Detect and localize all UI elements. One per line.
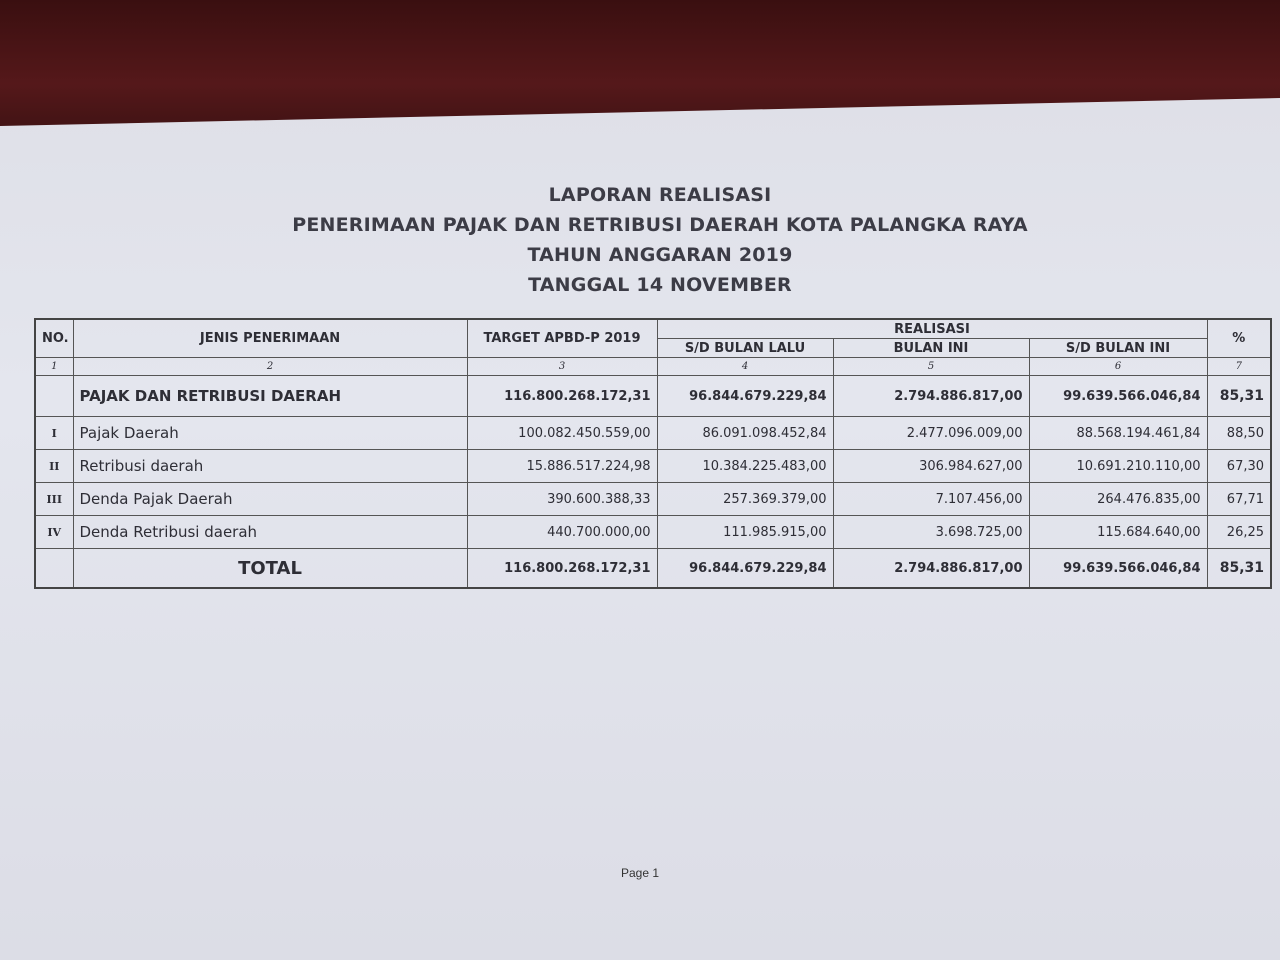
- row-sd-bulan-lalu: 257.369.379,00: [657, 483, 833, 516]
- row-bulan-ini: 2.794.886.817,00: [833, 376, 1029, 417]
- header-target: TARGET APBD-P 2019: [467, 319, 657, 358]
- table-row: [35, 450, 1271, 483]
- row-no: [35, 376, 73, 417]
- column-number: 6: [1029, 358, 1207, 376]
- table-header-row-1: [35, 319, 1271, 339]
- row-no: I: [35, 417, 73, 450]
- row-sd-bulan-ini: 115.684.640,00: [1029, 516, 1207, 549]
- table-row-total: [35, 549, 1271, 589]
- column-number: 4: [657, 358, 833, 376]
- row-sd-bulan-ini: 10.691.210.110,00: [1029, 450, 1207, 483]
- report-title-line-1: LAPORAN REALISASI: [548, 184, 772, 206]
- row-percent: 26,25: [1207, 516, 1271, 549]
- header-percent: %: [1207, 319, 1271, 358]
- header-jenis-penerimaan: JENIS PENERIMAAN: [73, 319, 467, 358]
- row-sd-bulan-lalu: 10.384.225.483,00: [657, 450, 833, 483]
- header-realisasi: REALISASI: [657, 319, 1207, 339]
- row-sd-bulan-ini: 99.639.566.046,84: [1029, 376, 1207, 417]
- row-name: Denda Retribusi daerah: [73, 516, 467, 549]
- row-sd-bulan-lalu: 96.844.679.229,84: [657, 376, 833, 417]
- report-title-line-4: TANGGAL 14 NOVEMBER: [528, 274, 792, 296]
- report-title-line-2: PENERIMAAN PAJAK DAN RETRIBUSI DAERAH KOTA PALANGKA RAYA: [292, 214, 1028, 236]
- row-no: III: [35, 483, 73, 516]
- row-percent: 67,71: [1207, 483, 1271, 516]
- total-no-cell: [35, 549, 73, 589]
- row-bulan-ini: 7.107.456,00: [833, 483, 1029, 516]
- header-bulan-ini: BULAN INI: [833, 339, 1029, 358]
- column-number: 2: [73, 358, 467, 376]
- header-sd-bulan-lalu: S/D BULAN LALU: [657, 339, 833, 358]
- report-title-line-3: TAHUN ANGGARAN 2019: [527, 244, 793, 266]
- table-row-summary: [35, 376, 1271, 417]
- row-name: PAJAK DAN RETRIBUSI DAERAH: [73, 376, 467, 417]
- row-no: II: [35, 450, 73, 483]
- header-no: NO.: [35, 319, 73, 358]
- realization-table: [34, 318, 1272, 589]
- page-number: Page 1: [620, 866, 660, 880]
- column-number: 5: [833, 358, 1029, 376]
- row-bulan-ini: 3.698.725,00: [833, 516, 1029, 549]
- header-sd-bulan-ini: S/D BULAN INI: [1029, 339, 1207, 358]
- row-name: Pajak Daerah: [73, 417, 467, 450]
- row-target: 100.082.450.559,00: [467, 417, 657, 450]
- total-percent: 85,31: [1207, 549, 1271, 589]
- column-number: 1: [35, 358, 73, 376]
- row-percent: 85,31: [1207, 376, 1271, 417]
- row-target: 390.600.388,33: [467, 483, 657, 516]
- total-sd-bulan-lalu: 96.844.679.229,84: [657, 549, 833, 589]
- row-percent: 67,30: [1207, 450, 1271, 483]
- row-target: 116.800.268.172,31: [467, 376, 657, 417]
- column-number: 7: [1207, 358, 1271, 376]
- row-name: Retribusi daerah: [73, 450, 467, 483]
- row-sd-bulan-ini: 264.476.835,00: [1029, 483, 1207, 516]
- row-target: 440.700.000,00: [467, 516, 657, 549]
- row-target: 15.886.517.224,98: [467, 450, 657, 483]
- total-sd-bulan-ini: 99.639.566.046,84: [1029, 549, 1207, 589]
- total-bulan-ini: 2.794.886.817,00: [833, 549, 1029, 589]
- column-number: 3: [467, 358, 657, 376]
- total-label: TOTAL: [73, 549, 467, 589]
- row-sd-bulan-ini: 88.568.194.461,84: [1029, 417, 1207, 450]
- row-name: Denda Pajak Daerah: [73, 483, 467, 516]
- row-bulan-ini: 2.477.096.009,00: [833, 417, 1029, 450]
- row-no: IV: [35, 516, 73, 549]
- report-title-block: [0, 180, 1280, 300]
- row-percent: 88,50: [1207, 417, 1271, 450]
- table-row: [35, 417, 1271, 450]
- table-row: [35, 516, 1271, 549]
- row-bulan-ini: 306.984.627,00: [833, 450, 1029, 483]
- row-sd-bulan-lalu: 111.985.915,00: [657, 516, 833, 549]
- column-number-row: [35, 358, 1271, 376]
- row-sd-bulan-lalu: 86.091.098.452,84: [657, 417, 833, 450]
- table-row: [35, 483, 1271, 516]
- total-target: 116.800.268.172,31: [467, 549, 657, 589]
